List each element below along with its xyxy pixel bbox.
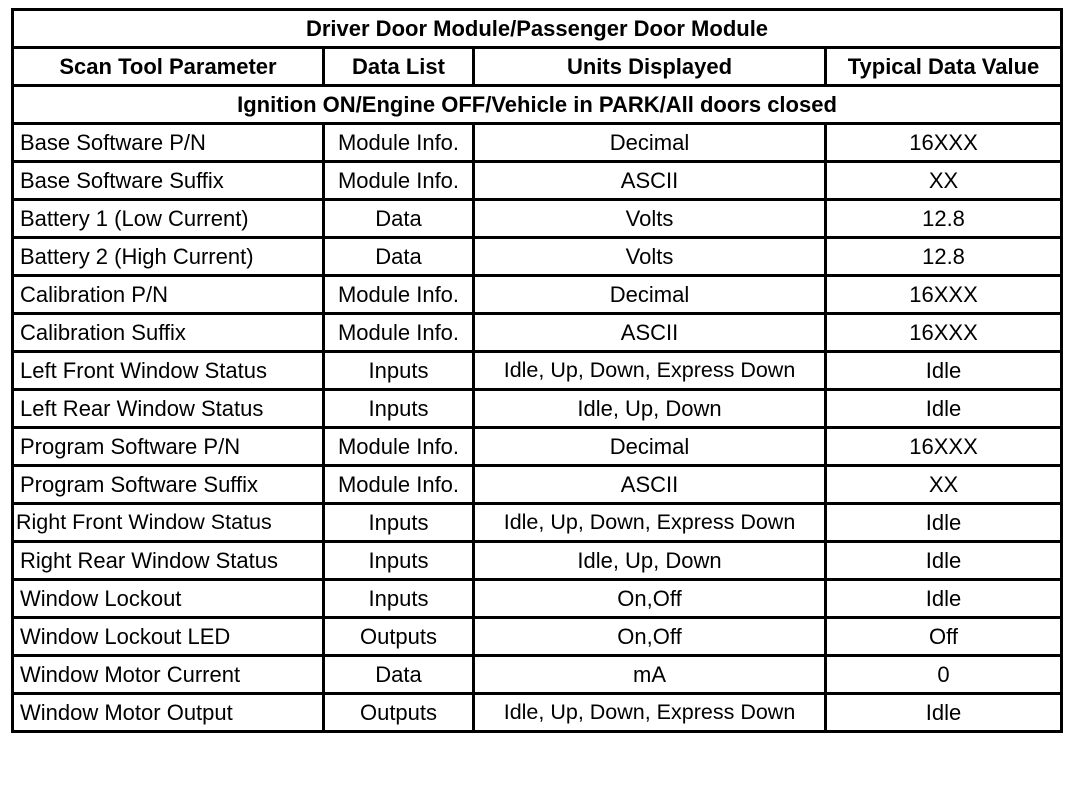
cell-units: Idle, Up, Down, Express Down <box>474 694 826 732</box>
cell-parameter: Left Front Window Status <box>13 352 324 390</box>
table-body <box>13 124 1062 732</box>
table-row <box>13 580 1062 618</box>
cell-typical-value: 0 <box>826 656 1062 694</box>
cell-parameter: Battery 1 (Low Current) <box>13 200 324 238</box>
cell-typical-value: 16XXX <box>826 124 1062 162</box>
scan-tool-data-table <box>11 8 1063 733</box>
cell-data-list: Inputs <box>324 390 474 428</box>
cell-parameter: Window Motor Output <box>13 694 324 732</box>
header-data-list: Data List <box>324 48 474 86</box>
table-row <box>13 542 1062 580</box>
cell-data-list: Inputs <box>324 352 474 390</box>
table-row <box>13 390 1062 428</box>
cell-data-list: Data <box>324 656 474 694</box>
table-row <box>13 238 1062 276</box>
cell-parameter: Window Lockout LED <box>13 618 324 656</box>
cell-typical-value: 12.8 <box>826 200 1062 238</box>
cell-units: Idle, Up, Down, Express Down <box>474 504 826 542</box>
cell-parameter: Right Rear Window Status <box>13 542 324 580</box>
table-row <box>13 314 1062 352</box>
cell-parameter: Calibration P/N <box>13 276 324 314</box>
cell-units: Idle, Up, Down <box>474 542 826 580</box>
cell-typical-value: Idle <box>826 504 1062 542</box>
cell-data-list: Module Info. <box>324 314 474 352</box>
cell-units: Volts <box>474 200 826 238</box>
cell-units: On,Off <box>474 618 826 656</box>
cell-units: Decimal <box>474 124 826 162</box>
cell-parameter: Window Motor Current <box>13 656 324 694</box>
cell-parameter: Left Rear Window Status <box>13 390 324 428</box>
table-header-row <box>13 48 1062 86</box>
cell-units: Decimal <box>474 428 826 466</box>
cell-parameter: Base Software Suffix <box>13 162 324 200</box>
cell-parameter: Calibration Suffix <box>13 314 324 352</box>
header-scan-tool-parameter: Scan Tool Parameter <box>13 48 324 86</box>
cell-typical-value: Idle <box>826 542 1062 580</box>
cell-typical-value: Idle <box>826 390 1062 428</box>
cell-data-list: Module Info. <box>324 162 474 200</box>
cell-typical-value: Idle <box>826 694 1062 732</box>
cell-units: Decimal <box>474 276 826 314</box>
table-row <box>13 504 1062 542</box>
cell-data-list: Inputs <box>324 542 474 580</box>
table-row <box>13 618 1062 656</box>
cell-data-list: Module Info. <box>324 124 474 162</box>
cell-parameter: Program Software Suffix <box>13 466 324 504</box>
table-row <box>13 694 1062 732</box>
cell-units: ASCII <box>474 314 826 352</box>
cell-units: ASCII <box>474 162 826 200</box>
table-row <box>13 162 1062 200</box>
data-table-document <box>11 8 1060 733</box>
cell-typical-value: Idle <box>826 352 1062 390</box>
cell-parameter: Window Lockout <box>13 580 324 618</box>
cell-parameter: Battery 2 (High Current) <box>13 238 324 276</box>
table-row <box>13 656 1062 694</box>
cell-data-list: Inputs <box>324 504 474 542</box>
cell-data-list: Module Info. <box>324 276 474 314</box>
cell-parameter: Base Software P/N <box>13 124 324 162</box>
cell-typical-value: 16XXX <box>826 276 1062 314</box>
cell-data-list: Outputs <box>324 694 474 732</box>
table-row <box>13 276 1062 314</box>
table-title-row <box>13 10 1062 48</box>
table-row <box>13 352 1062 390</box>
cell-data-list: Module Info. <box>324 428 474 466</box>
cell-units: On,Off <box>474 580 826 618</box>
cell-units: Volts <box>474 238 826 276</box>
cell-data-list: Outputs <box>324 618 474 656</box>
cell-parameter: Right Front Window Status <box>13 504 324 542</box>
cell-data-list: Module Info. <box>324 466 474 504</box>
header-units-displayed: Units Displayed <box>474 48 826 86</box>
cell-typical-value: XX <box>826 466 1062 504</box>
test-condition: Ignition ON/Engine OFF/Vehicle in PARK/All doors closed <box>13 86 1062 124</box>
cell-typical-value: 16XXX <box>826 314 1062 352</box>
cell-units: mA <box>474 656 826 694</box>
cell-typical-value: 12.8 <box>826 238 1062 276</box>
cell-data-list: Data <box>324 200 474 238</box>
cell-typical-value: 16XXX <box>826 428 1062 466</box>
cell-units: ASCII <box>474 466 826 504</box>
cell-typical-value: XX <box>826 162 1062 200</box>
table-title: Driver Door Module/Passenger Door Module <box>13 10 1062 48</box>
table-row <box>13 466 1062 504</box>
cell-typical-value: Off <box>826 618 1062 656</box>
header-typical-data-value: Typical Data Value <box>826 48 1062 86</box>
cell-data-list: Inputs <box>324 580 474 618</box>
cell-data-list: Data <box>324 238 474 276</box>
cell-typical-value: Idle <box>826 580 1062 618</box>
cell-parameter: Program Software P/N <box>13 428 324 466</box>
table-row <box>13 200 1062 238</box>
table-row <box>13 428 1062 466</box>
cell-units: Idle, Up, Down, Express Down <box>474 352 826 390</box>
condition-row <box>13 86 1062 124</box>
cell-units: Idle, Up, Down <box>474 390 826 428</box>
table-row <box>13 124 1062 162</box>
